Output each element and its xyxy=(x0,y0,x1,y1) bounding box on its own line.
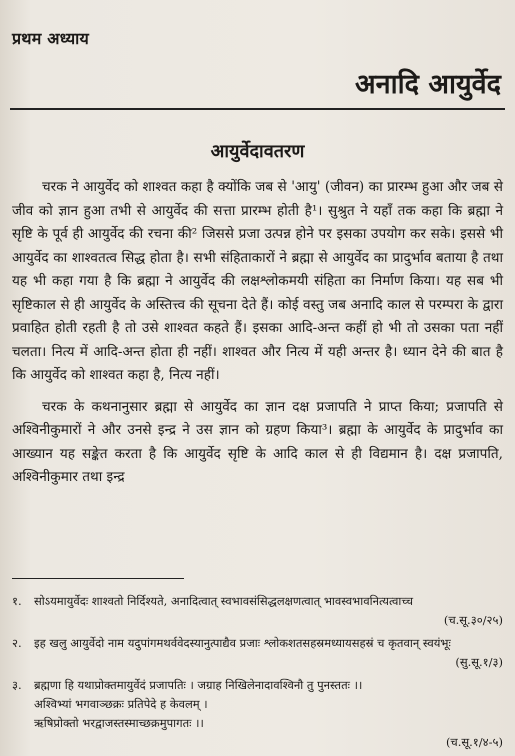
paragraph: चरक के कथनानुसार ब्रह्मा से आयुर्वेद का ज्ञान दक्ष प्रजापति ने प्राप्त किया; प्रजापति से अश्विनीकुमारों ने और उनसे इन्द्र ने उस ज्ञान को ग्रहण किया³। ब्रह्मा के आयुर्वेद के प्रादुर्भाव का आख्यान यह सङ्केत करता है कि आयुर्वेद सृष्टि के आदि काल से ही विद्यमान है। दक्ष प्रजापति, अश्विनीकुमार तथा इन्द्र xyxy=(12,398,503,485)
chapter-title: अनादि आयुर्वेद xyxy=(355,69,501,100)
footnotes xyxy=(12,592,503,756)
paragraph: चरक ने आयुर्वेद को शाश्वत कहा है क्योंकि जब से 'आयु' (जीवन) का प्रारम्भ हुआ और जब से जीव को ज्ञान हुआ तभी से आयुर्वेद की सत्ता प्रारम्भ होती है¹। सुश्रुत ने यहाँ तक कहा कि ब्रह्मा ने सृष्टि के पूर्व ही आयुर्वेद की रचना की² जिससे प्रजा उत्पन्न होने पर इसका उपयोग कर सके। इससे भी आयुर्वेद का शाश्वतत्व सिद्ध होता है। सभी संहिताकारों ने ब्रह्मा से आयुर्वेद का प्रादुर्भाव बताया है तथा यह भी कहा गया है कि ब्रह्मा ने आयुर्वेद की लक्षश्लोकमयी संहिता का निर्माण किया। यह सब भी सृष्टिकाल से ही आयुर्वेद के अस्तित्त्व की सूचना देते हैं। कोई वस्तु जब अनादि काल से परम्परा के द्वारा प्रवाहित होती रहती है तो उसे शाश्वत कहते हैं। इसका आदि-अन्त कहीं हो भी तो उसका पता नहीं चलता। नित्य में आदि-अन्त होता ही नहीं। शाश्वत और नित्य में यही अन्तर है। ध्यान देने की बात है कि आयुर्वेद को शाश्वत कहा है, नित्य नहीं। xyxy=(12,179,503,383)
footnote xyxy=(12,676,503,752)
footnote-number: १. xyxy=(12,594,22,608)
header-rule xyxy=(10,108,505,110)
footnote-verse-line: अश्विभ्यां भगवाञ्छक्रः प्रतिपेदे ह केवलम् । xyxy=(34,697,208,711)
footnote-reference: (सु.सू.१/३) xyxy=(455,655,503,669)
footnote-text: सोऽयमायुर्वेदः शाश्वतो निर्दिश्यते, अनादित्वात् स्वभावसंसिद्धलक्षणत्वात् भावस्वभावनित्यत्वाच्च xyxy=(34,594,414,608)
footnote-number: २. xyxy=(12,636,22,650)
section-heading: आयुर्वेदावतरण xyxy=(210,141,305,162)
footnote-reference: (च.सू.१/४-५) xyxy=(445,735,503,749)
footnote-text: इह खलु आयुर्वेदो नाम यदुपांगमथर्ववेदस्यानुत्पाद्यैव प्रजाः श्लोकशतसहस्रमध्यायसहस्रं च कृतवान् स्वयंभूः xyxy=(34,636,451,650)
footnote-verse-line: ऋषिप्रोक्तो भरद्वाजस्तस्माच्छक्रमुपागतः ।। xyxy=(34,716,204,730)
chapter-label: प्रथम अध्याय xyxy=(12,29,90,48)
footnote xyxy=(12,592,503,630)
footnote-rule xyxy=(12,578,184,579)
footnote-verse-line: ब्रह्मणा हि यथाप्रोक्तमायुर्वेदं प्रजापतिः । जग्राह निखिलेनादावश्विनौ तु पुनस्ततः ।। xyxy=(34,678,363,692)
footnote-reference: (च.सू.३०/२५) xyxy=(443,613,503,627)
footnote-number: ३. xyxy=(12,678,22,692)
footnote xyxy=(12,634,503,672)
body-text xyxy=(12,176,503,498)
